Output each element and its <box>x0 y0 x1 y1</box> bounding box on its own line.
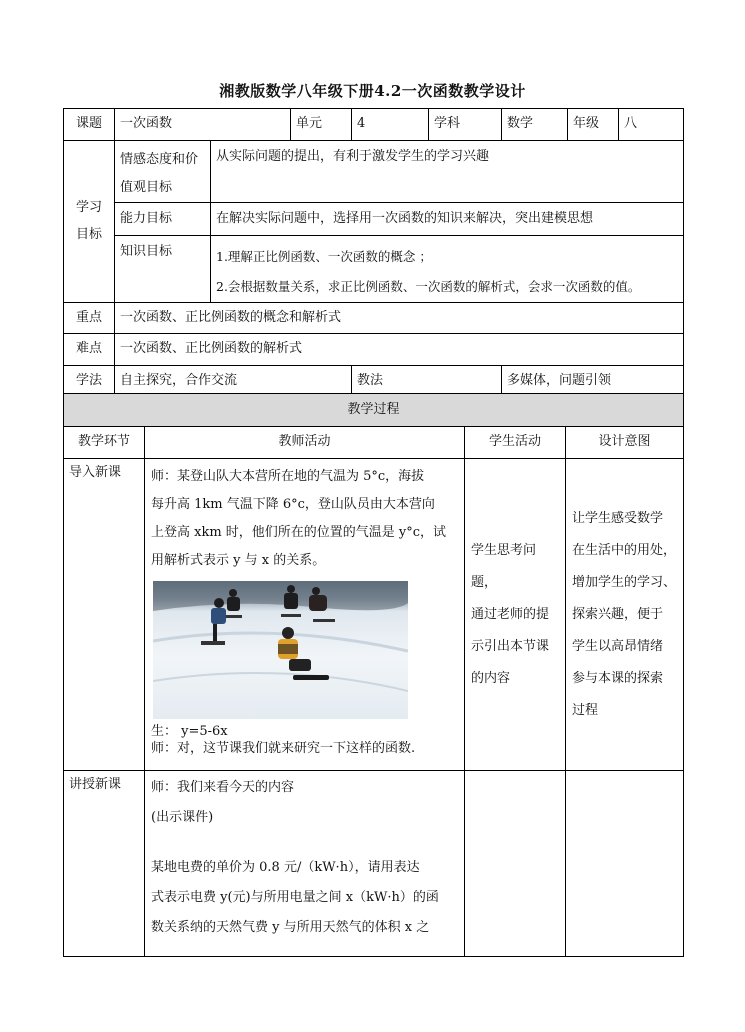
teacher-line: 师：对，这节课我们就来研究一下这样的函数. <box>151 741 416 756</box>
knowledge-goal-label: 知识目标 <box>115 236 211 303</box>
design-intent-new-lesson <box>566 771 684 957</box>
teacher-line: 上登高 xkm 时，他们所在的位置的气温是 y°c，试 <box>151 525 447 540</box>
ability-goal-label: 能力目标 <box>115 203 211 236</box>
column-teacher: 教师活动 <box>145 427 465 459</box>
teacher-line: 师：我们来看今天的内容 <box>151 780 295 795</box>
subject-label: 学科 <box>429 109 502 141</box>
process-header: 教学过程 <box>64 394 684 427</box>
subject-value: 数学 <box>502 109 568 141</box>
teacher-line <box>151 833 458 853</box>
topic-label: 课题 <box>64 109 115 141</box>
teacher-line: 式表示电费 y(元)与所用电量之间 x（kW·h）的函 <box>151 890 439 905</box>
teacher-line: 某地电费的单价为 0.8 元/（kW·h），请用表达 <box>151 860 420 875</box>
teaching-process-table <box>63 393 684 957</box>
column-stage: 教学环节 <box>64 427 145 459</box>
teacher-line: 师：某登山队大本营所在地的气温为 5°c，海拔 <box>151 469 425 484</box>
column-student: 学生活动 <box>465 427 566 459</box>
emotion-goal-text: 从实际问题的提出，有利于激发学生的学习兴趣 <box>211 141 684 203</box>
unit-label: 单元 <box>291 109 352 141</box>
unit-value: 4 <box>352 109 429 141</box>
knowledge-goal-text: 1.理解正比例函数、一次函数的概念 ； 2.会根据数量关系，求正比例函数、一次函数的解析式，会求一次函数的值。 <box>211 236 684 303</box>
key-points-text: 一次函数、正比例函数的概念和解析式 <box>115 303 684 334</box>
page-title: 湘教版数学八年级下册4.2一次函数教学设计 <box>219 82 526 100</box>
teacher-line: 用解析式表示 y 与 x 的关系。 <box>151 553 326 568</box>
learning-method-label: 学法 <box>64 366 115 398</box>
column-intent: 设计意图 <box>566 427 684 459</box>
snowboarders-illustration <box>153 581 408 719</box>
teaching-method-label: 教法 <box>352 366 502 398</box>
topic-value: 一次函数 <box>115 109 291 141</box>
grade-label: 年级 <box>568 109 619 141</box>
snowboarding-photo <box>153 581 408 719</box>
goals-label: 学习 目标 <box>64 141 115 303</box>
key-points-label: 重点 <box>64 303 115 334</box>
teacher-activity-new-lesson <box>145 771 465 957</box>
learning-method-text: 自主探究，合作交流 <box>115 366 352 398</box>
emotion-goal-label: 情感态度和价 值观目标 <box>115 141 211 203</box>
student-activity-intro: 学生思考问题， 通过老师的提 示引出本节课 的内容 <box>465 459 566 771</box>
grade-value: 八 <box>619 109 684 141</box>
design-intent-intro: 让学生感受数学 在生活中的用处， 增加学生的学习、 探索兴趣，便于 学生以高昂情绪 参与本课的探索 过程 <box>566 459 684 771</box>
teacher-line: 数关系纳的天然气费 y 与所用天然气的体积 x 之 <box>151 920 430 935</box>
lesson-info-table <box>63 108 684 398</box>
difficulty-text: 一次函数、正比例函数的解析式 <box>115 334 684 366</box>
ability-goal-text: 在解决实际问题中，选择用一次函数的知识来解决，突出建模思想 <box>211 203 684 236</box>
student-answer: 生： y=5-6x <box>151 724 228 739</box>
teacher-activity-intro <box>145 459 465 771</box>
teacher-line: 每升高 1km 气温下降 6°c，登山队员由大本营向 <box>151 497 435 512</box>
teaching-method-text: 多媒体，问题引领 <box>502 366 684 398</box>
teacher-line: (出示课件) <box>151 810 214 825</box>
stage-intro: 导入新课 <box>64 459 145 771</box>
student-activity-new-lesson <box>465 771 566 957</box>
difficulty-label: 难点 <box>64 334 115 366</box>
stage-new-lesson: 讲授新课 <box>64 771 145 957</box>
